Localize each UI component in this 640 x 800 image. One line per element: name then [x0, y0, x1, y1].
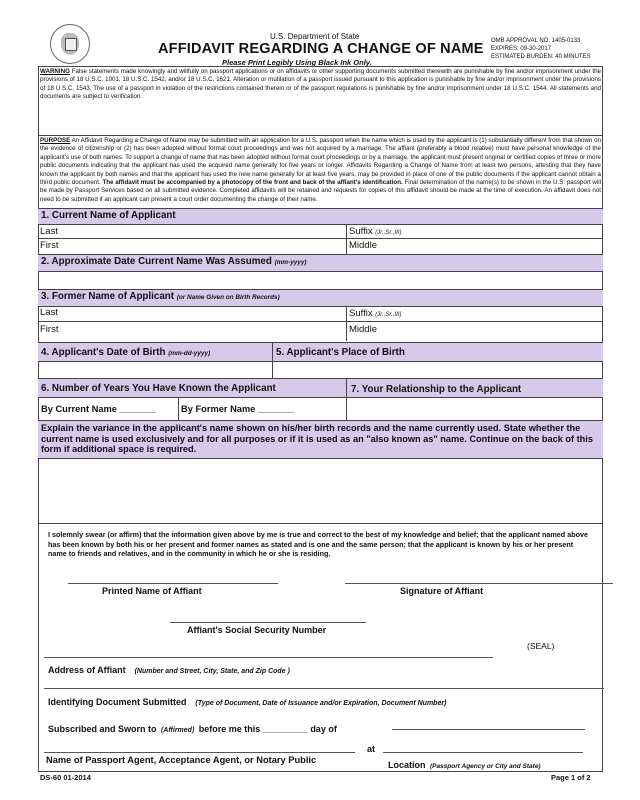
years-by-current-name-field[interactable]: By Current Name _______ [41, 404, 156, 414]
divider [346, 224, 347, 254]
explain-variance-field[interactable] [40, 460, 601, 522]
identifying-document-label: Identifying Document Submitted (Type of Document, Date of Issuance and/or Expiration, Document Number) [48, 697, 447, 707]
divider [38, 224, 603, 225]
location-line[interactable] [383, 752, 583, 753]
identifying-document-line[interactable] [44, 688, 604, 689]
oath-statement: I solemnly swear (or affirm) that the information given above by me is true and correct to the best of my knowledge and belief; that the applicant named above has been known by both his or her present and former names as stated and is one and the same person; that the applicant is known by his or her present name to friends and relatives, and in the community in which he or she is residing. [48, 530, 588, 559]
ssn-label: Affiant's Social Security Number [187, 625, 327, 635]
current-suffix-field[interactable]: Suffix (Jr.,Sr.,III) [349, 226, 402, 237]
seal-label: (SEAL) [527, 641, 555, 651]
former-first-name-field[interactable]: First [40, 324, 59, 335]
divider [38, 254, 603, 255]
ssn-line[interactable] [170, 622, 366, 623]
address-label: Address of Affiant (Number and Street, City, State, and Zip Code ) [48, 665, 290, 675]
divider [346, 306, 347, 341]
divider [38, 289, 603, 290]
agent-name-line[interactable] [44, 752, 355, 753]
current-last-name-field[interactable]: Last [40, 226, 58, 237]
divider [38, 458, 603, 459]
warning-paragraph: WARNING False statements made knowingly and willfully on passport applications or on affidavits or other supporting documents submitted therewith are punishable by fine and/or imprisonment under the provisions of 18 U.S.C. 1001, 18 U.S.C. 1542, and/or 18 U.S.C. 1621. Alteration or mutilation of a passport issued pursuant to this application is punishable by fine and/or imprisonment under the provisions of 18 U.S.C. 1543. The use of a passport in violation of the restrictions contained therein or of the passport regulations is punishable by fine and/or imprisonment under 18 U.S.C. 1544. All statements and documents are subject to verification. [40, 68, 601, 101]
signature-line[interactable] [345, 583, 613, 584]
form-title: AFFIDAVIT REGARDING A CHANGE OF NAME [158, 41, 484, 57]
page-number: Page 1 of 2 [551, 773, 591, 782]
purpose-paragraph: PURPOSE An Affidavit Regarding a Change of Name may be submitted with an application for a U.S. passport when the name which is used by the applicant is (1) substantially different from that shown on the evidence of citizenship or (2) has been adopted without formal court proceedings and was not acquired by a marriage. The affiant (preferably a blood relative) must have personal knowledge of the applicant's use of both names. To support a change of name that has been adopted without formal court proceedings or by a marriage, the applicant must present original or certified copies of three or more public documents indicating that the applicant has used the acquired name generally for five years or longer. Affidavits Regarding a Change of Name from at least two persons, attesting that they have known the applicant by both names and that the applicant has used the new name generally for at least five years, may be provided in place of one of the public documents if the applicant cannot obtain a third public document. The affidavit must be accompanied by a photocopy of the front and back of the affiant's identification. Final determination of the name(s) to be shown in the U.S. passport will be made by Passport Services based on all submitted evidence. Completed affidavits will be retained and requests for copies of this affidavit should be made at the time of execution. An affidavit does not need to be submitted if an applicant can present a court order documenting the change of their name. [40, 137, 601, 203]
section-4-header: 4. Applicant's Date of Birth (mm-dd-yyyy) [41, 347, 211, 358]
section-6-header: 6. Number of Years You Have Known the Applicant [41, 383, 276, 394]
divider [38, 378, 603, 379]
location-label: Location (Passport Agency or City and State) [388, 760, 541, 770]
printed-name-label: Printed Name of Affiant [102, 586, 202, 596]
subscribed-sworn-label: Subscribed and Sworn to (Affirmed) before me this _________ day of [48, 724, 337, 734]
divider [38, 135, 603, 136]
divider [38, 238, 603, 239]
print-instruction: Please Print Legibly Using Black Ink Only. [222, 58, 372, 67]
divider [178, 397, 179, 420]
divider [38, 208, 603, 209]
current-first-name-field[interactable]: First [40, 240, 59, 251]
date-of-birth-field[interactable] [38, 362, 271, 377]
omb-info: OMB APPROVAL NO. 1405-0133 EXPIRES: 09-30-2017 ESTIMATED BURDEN: 40 MINUTES [491, 38, 591, 60]
divider [346, 378, 347, 420]
sworn-month-line[interactable] [392, 729, 585, 730]
section-2-header: 2. Approximate Date Current Name Was Assumed (mm-yyyy) [38, 254, 603, 271]
agent-name-label: Name of Passport Agent, Acceptance Agent, or Notary Public [46, 755, 317, 765]
current-middle-name-field[interactable]: Middle [349, 240, 377, 251]
former-last-name-field[interactable]: Last [40, 307, 58, 318]
form-number: DS-60 01-2014 [40, 773, 91, 782]
explain-variance-header: Explain the variance in the applicant's name shown on his/her birth records and the name currently used. State whether the current name is used exclusively and for all purposes or if it is used as an "also known as" name. Continue on the back of this form if additional space is required. [38, 421, 603, 458]
printed-name-line[interactable] [68, 583, 278, 584]
department-seal-icon [50, 24, 90, 64]
date-name-assumed-field[interactable] [38, 272, 603, 288]
section-3-header: 3. Former Name of Applicant (or Name Given on Birth Records) [38, 289, 603, 306]
signature-label: Signature of Affiant [400, 586, 484, 596]
relationship-field[interactable] [348, 398, 602, 419]
section-5-header: 5. Applicant's Place of Birth [276, 347, 405, 358]
section-1-header: 1. Current Name of Applicant [38, 208, 603, 224]
divider [38, 342, 603, 343]
former-suffix-field[interactable]: Suffix (Jr.,Sr.,III) [349, 308, 402, 319]
section-7-header: 7. Your Relationship to the Applicant [351, 384, 522, 395]
place-of-birth-field[interactable] [273, 362, 602, 377]
at-label: at [367, 744, 376, 754]
former-middle-name-field[interactable]: Middle [349, 324, 377, 335]
years-by-former-name-field[interactable]: By Former Name _______ [181, 404, 295, 414]
address-line[interactable] [44, 657, 493, 658]
department-name: U.S. Department of State [270, 32, 360, 41]
divider [38, 523, 603, 524]
divider [38, 321, 603, 322]
